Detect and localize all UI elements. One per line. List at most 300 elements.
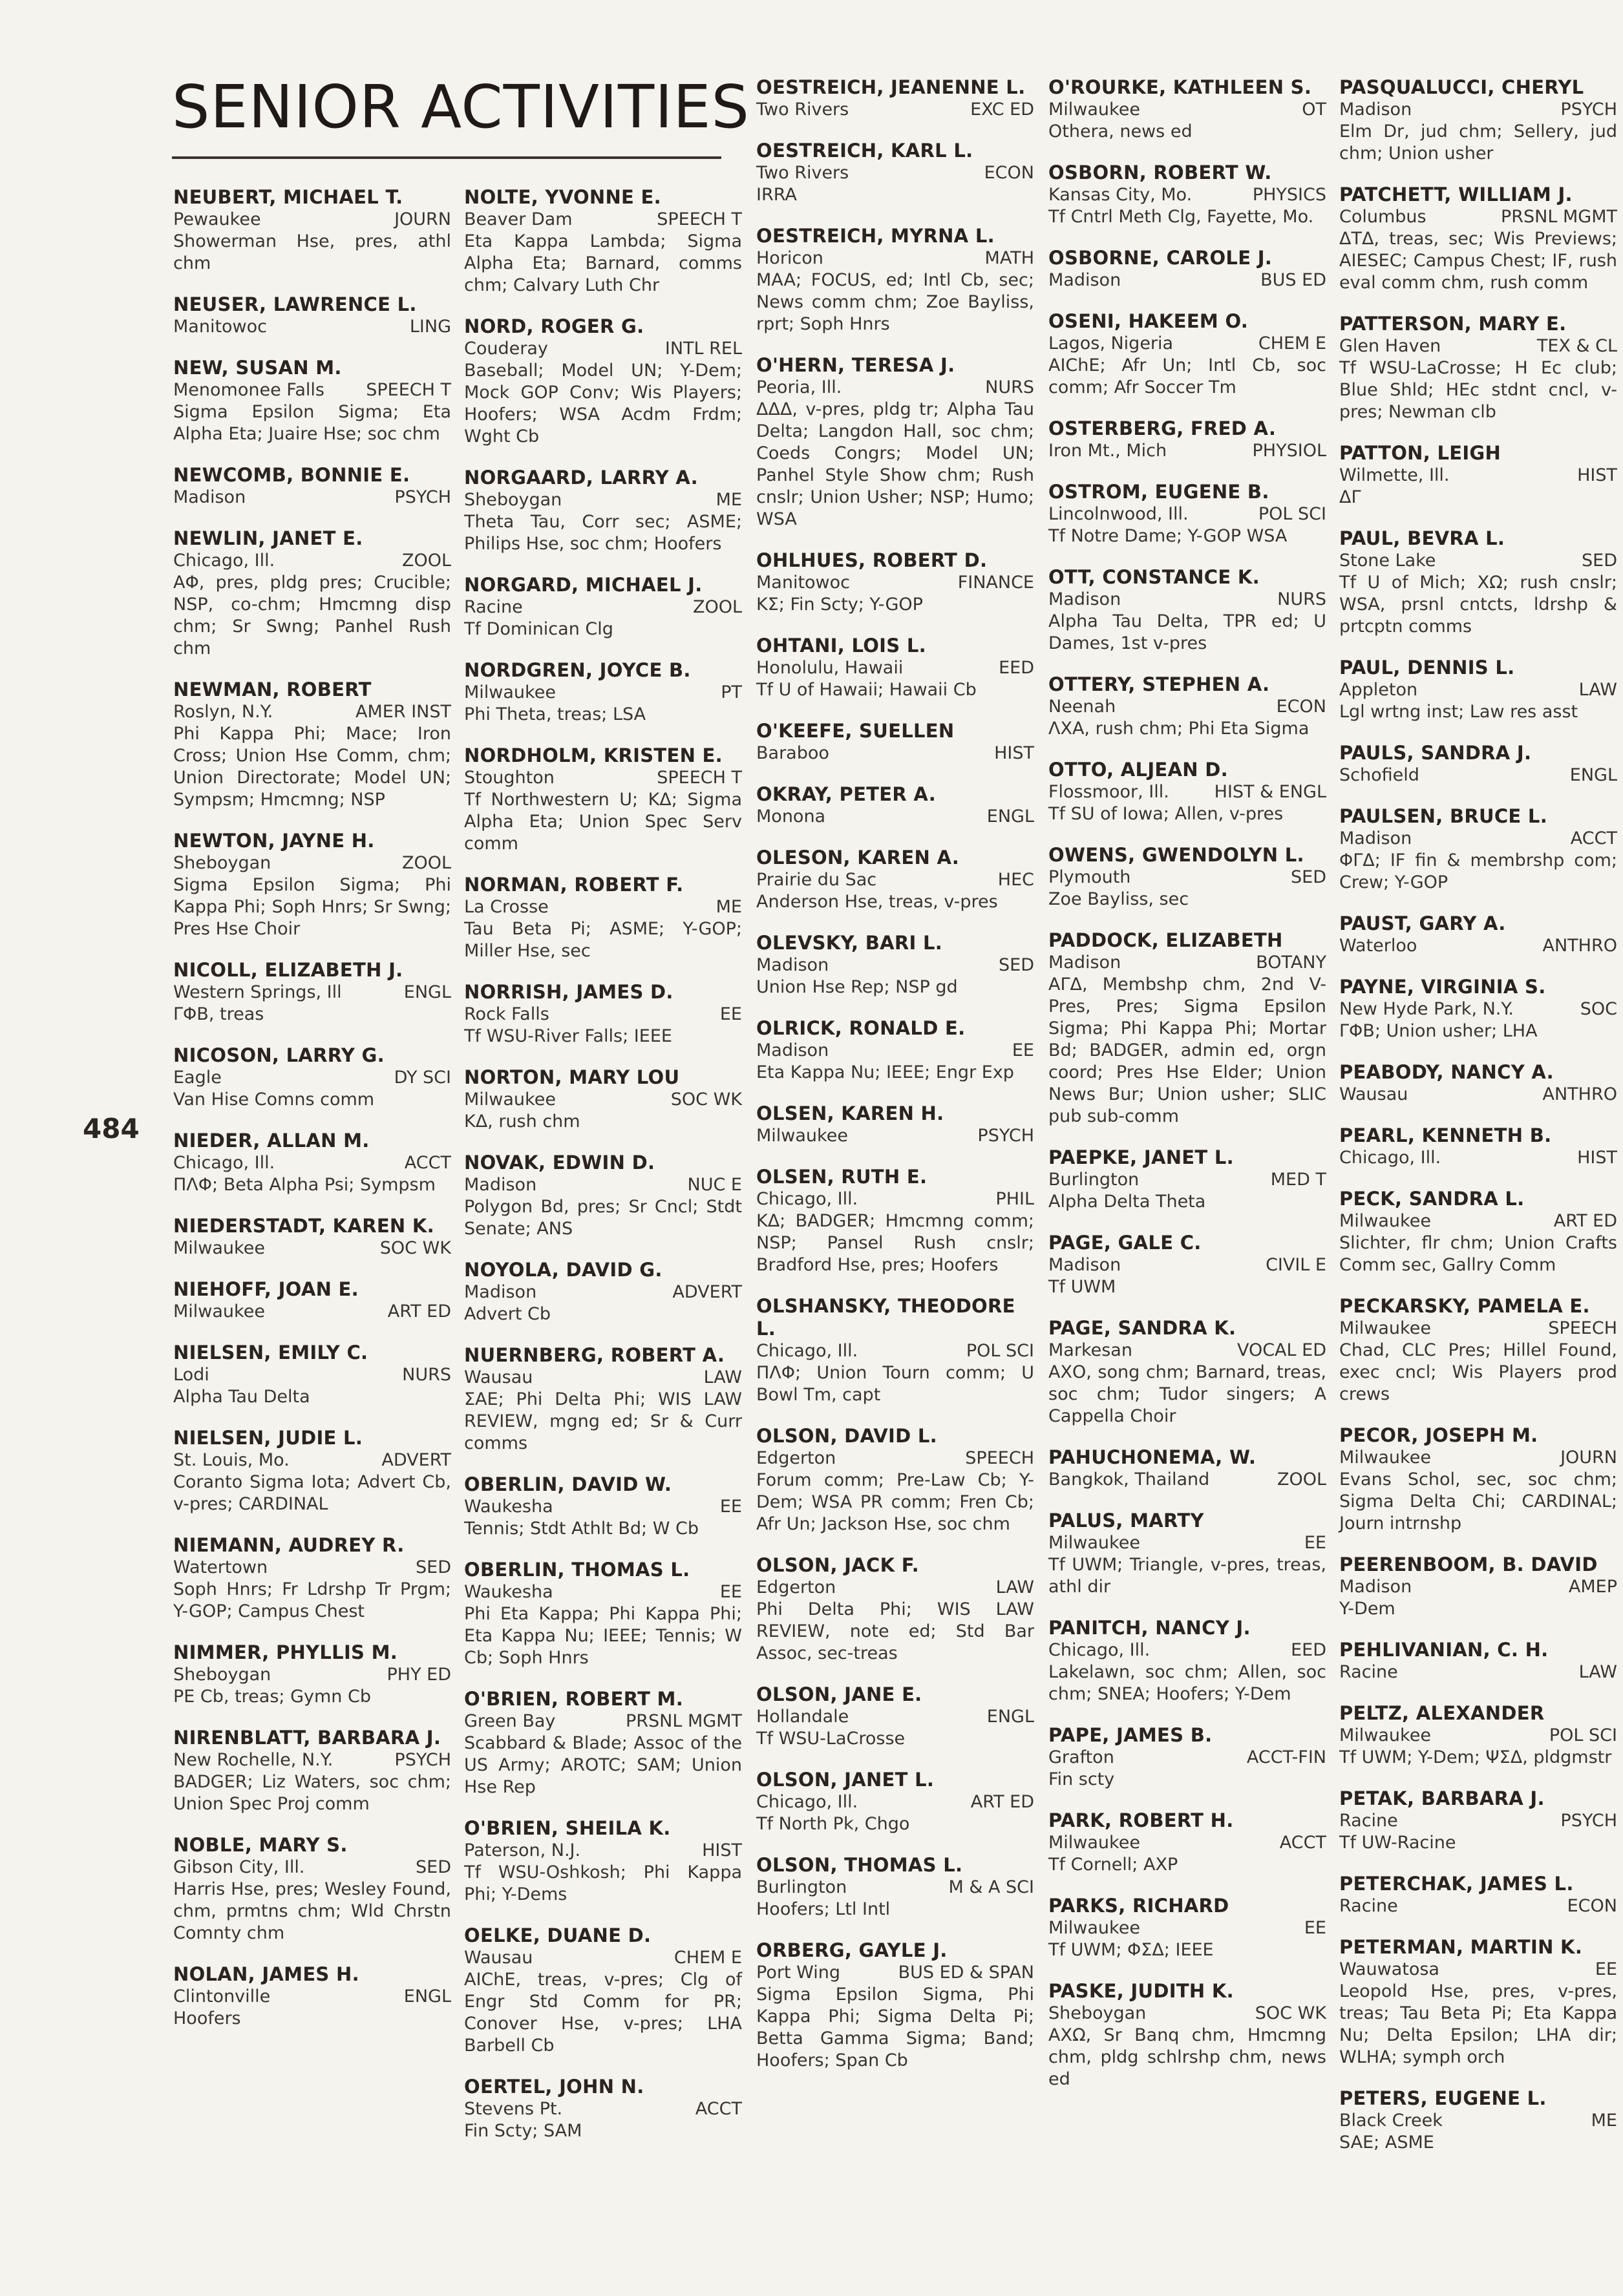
senior-entry (1339, 442, 1617, 509)
senior-name: OHLHUES, ROBERT D. (756, 549, 988, 571)
senior-name: PAGE, GALE C. (1048, 1232, 1202, 1254)
major: HIST (1577, 1148, 1617, 1168)
hometown-major-line (1339, 1576, 1617, 1598)
senior-name: OTTO, ALJEAN D. (1048, 759, 1228, 781)
major: PSYCH (1560, 100, 1617, 120)
activities: Tf UWM; ΦΣΔ; IEEE (1048, 1940, 1214, 1960)
activities: Tf WSU-Oshkosh; Phi Kappa Phi; Y-Dems (464, 1862, 742, 1904)
senior-name: OLSEN, KAREN H. (756, 1102, 944, 1124)
senior-entry (173, 1215, 451, 1259)
major: ZOOL (401, 551, 451, 571)
activities: ΚΔ, rush chm (464, 1111, 580, 1132)
hometown-major-line (173, 1986, 451, 2008)
senior-entry (464, 315, 742, 448)
hometown-major-line (1339, 1318, 1617, 1340)
hometown: St. Louis, Mo. (173, 1450, 290, 1470)
major: ME (1591, 2111, 1617, 2131)
activities: Leopold Hse, pres, v-pres, treas; Tau Beta Pi; Eta Kappa Nu; Delta Epsilon; LHA dir; WLHA; symph orch (1339, 1981, 1617, 2067)
hometown: Wausau (1339, 1084, 1408, 1104)
hometown: Two Rivers (756, 100, 849, 120)
activities: ΔΓ (1339, 487, 1361, 507)
senior-name: NOLAN, JAMES H. (173, 1963, 359, 1985)
senior-name: PANITCH, NANCY J. (1048, 1617, 1251, 1639)
major: SED (999, 955, 1034, 975)
senior-entry (1339, 1873, 1617, 1917)
activities: Tf Cornell; ΑΧΡ (1048, 1855, 1178, 1875)
hometown-major-line (756, 743, 1034, 764)
hometown: Paterson, N.J. (464, 1840, 581, 1860)
senior-name: NIELSEN, EMILY C. (173, 1342, 368, 1364)
activities: Phi Delta Phi; WIS LAW REVIEW, note ed; Std Bar Assoc, sec-treas (756, 1599, 1034, 1663)
hometown-major-line (173, 1364, 451, 1386)
activities: Tf WSU-LaCrosse (756, 1729, 906, 1749)
hometown: Hollandale (756, 1707, 849, 1727)
page-number: 484 (83, 1113, 140, 1144)
activities: Tf UWM; Triangle, v-pres, treas, athl dir (1048, 1555, 1326, 1597)
senior-name: OSBORN, ROBERT W. (1048, 162, 1272, 184)
hometown: Waterloo (1339, 936, 1417, 956)
senior-entry (1339, 1295, 1617, 1406)
major: EED (999, 658, 1034, 678)
hometown: Madison (1048, 589, 1121, 609)
hometown: Gibson City, Ill. (173, 1857, 305, 1877)
entries-column-2 (464, 186, 742, 2161)
activities: ΚΔ; BADGER; Hmcmng comm; NSP; Pansel Rush cnslr; Bradford Hse, pres; Hoofers (756, 1211, 1034, 1275)
senior-name: PECOR, JOSEPH M. (1339, 1424, 1538, 1446)
senior-name: NEUSER, LAWRENCE L. (173, 293, 417, 315)
senior-entry (1048, 566, 1326, 655)
hometown-major-line (464, 1496, 742, 1518)
hometown: Menomonee Falls (173, 380, 324, 400)
senior-entry (173, 1641, 451, 1708)
senior-name: OELKE, DUANE D. (464, 1924, 652, 1946)
activities: MAA; FOCUS, ed; Intl Cb, sec; News comm chm; Zoe Bayliss, rprt; Soph Hnrs (756, 270, 1034, 334)
hometown-major-line (1048, 1169, 1326, 1191)
hometown-major-line (1048, 952, 1326, 974)
hometown-major-line (1048, 1639, 1326, 1661)
activities: Tau Beta Pi; ASME; Y-GOP; Miller Hse, sec (464, 919, 742, 961)
hometown: Grafton (1048, 1747, 1114, 1767)
major: ENGL (986, 806, 1034, 827)
senior-entry (464, 2076, 742, 2142)
activities: ΣΑΕ; Phi Delta Phi; WIS LAW REVIEW, mgng ed; Sr & Curr comms (464, 1389, 742, 1453)
senior-entry (173, 830, 451, 940)
major: ZOOL (1277, 1469, 1326, 1490)
senior-entry (464, 186, 742, 297)
senior-entry (756, 1425, 1034, 1535)
senior-entry (1339, 313, 1617, 423)
hometown: Wilmette, Ill. (1339, 465, 1450, 485)
hometown: Manitowoc (173, 317, 268, 337)
hometown-major-line (173, 982, 451, 1004)
senior-entry (1048, 481, 1326, 547)
senior-name: NIEDER, ALLAN M. (173, 1130, 370, 1152)
major: SPEECH (1548, 1318, 1617, 1338)
senior-entry (464, 1688, 742, 1798)
senior-entry (464, 1344, 742, 1455)
activities: Anderson Hse, treas, v-pres (756, 892, 998, 912)
hometown-major-line (756, 869, 1034, 891)
activities: Tf Cntrl Meth Clg, Fayette, Mo. (1048, 207, 1314, 227)
senior-entry (1048, 247, 1326, 291)
activities: PE Cb, treas; Gymn Cb (173, 1687, 371, 1707)
major: PSYCH (977, 1126, 1034, 1146)
senior-entry (756, 1554, 1034, 1665)
activities: Eta Kappa Lambda; Sigma Alpha Eta; Barnard, comms chm; Calvary Luth Chr (464, 231, 742, 295)
senior-name: NICOLL, ELIZABETH J. (173, 959, 403, 981)
major: INTL REL (664, 339, 742, 359)
hometown-major-line (1339, 764, 1617, 786)
senior-entry (464, 467, 742, 555)
hometown-major-line (173, 209, 451, 231)
hometown: Madison (1048, 270, 1121, 290)
senior-entry (1048, 1317, 1326, 1427)
activities: ΛΧΑ, rush chm; Phi Eta Sigma (1048, 719, 1310, 739)
major: EXC ED (970, 100, 1034, 120)
hometown-major-line (1339, 1895, 1617, 1917)
hometown: New Hyde Park, N.Y. (1339, 999, 1514, 1019)
major: OT (1302, 100, 1326, 120)
hometown: Peoria, Ill. (756, 377, 842, 397)
hometown-major-line (464, 1004, 742, 1026)
hometown: Madison (1339, 828, 1412, 848)
senior-name: NORGAARD, LARRY A. (464, 467, 698, 489)
hometown-major-line (756, 657, 1034, 679)
senior-entry (1048, 1617, 1326, 1705)
senior-name: OLSON, THOMAS L. (756, 1854, 963, 1876)
hometown: Stevens Pt. (464, 2099, 563, 2119)
hometown: Racine (1339, 1896, 1398, 1916)
hometown: Prairie du Sac (756, 870, 877, 890)
major: POL SCI (966, 1341, 1034, 1361)
major: TEX & CL (1536, 336, 1617, 356)
major: ART ED (1553, 1211, 1617, 1231)
senior-name: OESTREICH, MYRNA L. (756, 225, 995, 247)
senior-name: NEUBERT, MICHAEL T. (173, 186, 403, 208)
senior-entry (1339, 1702, 1617, 1769)
hometown: Wausau (464, 1367, 533, 1387)
senior-entry (1048, 844, 1326, 911)
senior-entry (1048, 1232, 1326, 1298)
major: POL SCI (1549, 1725, 1617, 1745)
major: CHEM E (674, 1948, 742, 1968)
hometown: Wausau (464, 1948, 533, 1968)
activities: Soph Hnrs; Fr Ldrshp Tr Prgm; Y-GOP; Campus Chest (173, 1579, 451, 1621)
hometown-major-line (1339, 828, 1617, 850)
hometown: Edgerton (756, 1448, 836, 1468)
hometown: Milwaukee (1339, 1448, 1431, 1468)
major: POL SCI (1258, 504, 1326, 524)
senior-entry (464, 1924, 742, 2057)
activities: Tf U of Mich; ΧΩ; rush cnslr; WSA, prsnl cntcts, ldrshp & prtcptn comms (1339, 573, 1617, 637)
senior-name: PAEPKE, JANET L. (1048, 1146, 1234, 1168)
major: EE (1012, 1040, 1034, 1060)
activities: BADGER; Liz Waters, soc chm; Union Spec Proj comm (173, 1772, 451, 1814)
senior-name: NICOSON, LARRY G. (173, 1044, 385, 1066)
senior-entry (1339, 742, 1617, 786)
senior-name: NEWTON, JAYNE H. (173, 830, 375, 852)
major: LAW (1578, 680, 1617, 700)
entries-column-4 (1048, 76, 1326, 2109)
hometown-major-line (756, 572, 1034, 594)
senior-name: PETAK, BARBARA J. (1339, 1787, 1545, 1809)
hometown-major-line (464, 1367, 742, 1389)
senior-name: OLSON, JANE E. (756, 1683, 922, 1705)
activities: ΑΓΔ, Membshp chm, 2nd V-Pres, Pres; Sigma Epsilon Sigma; Phi Kappa Phi; Mortar Bd; BADGER, admin ed, orgn coord; Pres Hse Elder; Union News Bur; Union usher; SLIC pub sub-comm (1048, 974, 1326, 1126)
activities: ΑΦ, pres, pldg pres; Crucible; NSP, co-chm; Hmcmng disp chm; Sr Swng; Panhel Rush chm (173, 573, 451, 658)
major: PT (721, 682, 742, 702)
senior-entry (173, 1278, 451, 1323)
activities: Fin Scty; SAM (464, 2121, 582, 2141)
hometown: Sheboygan (173, 853, 271, 873)
hometown-major-line (1048, 2003, 1326, 2025)
activities: Tennis; Stdt Athlt Bd; W Cb (464, 1519, 699, 1539)
hometown: Bangkok, Thailand (1048, 1469, 1210, 1490)
senior-name: PEABODY, NANCY A. (1339, 1061, 1554, 1083)
hometown-major-line (1048, 1254, 1326, 1276)
major: SOC (1580, 999, 1617, 1019)
activities: Tf UW-Racine (1339, 1833, 1456, 1853)
activities: AIChE, treas, v-pres; Clg of Engr Std Comm for PR; Conover Hse, v-pres; LHA Barbell Cb (464, 1970, 742, 2056)
hometown: Burlington (1048, 1170, 1140, 1190)
hometown: Milwaukee (464, 682, 556, 702)
senior-entry (173, 186, 451, 275)
hometown: Edgerton (756, 1577, 836, 1597)
major: EE (719, 1004, 742, 1024)
hometown: Lodi (173, 1365, 209, 1385)
activities: Polygon Bd, pres; Sr Cncl; Stdt Senate; ANS (464, 1197, 742, 1239)
senior-name: PELTZ, ALEXANDER (1339, 1702, 1545, 1724)
hometown-major-line (173, 1557, 451, 1579)
hometown-major-line (756, 1448, 1034, 1469)
major: SOC WK (379, 1238, 451, 1258)
major: PHIL (995, 1189, 1034, 1209)
senior-entry (173, 679, 451, 811)
senior-entry (1048, 929, 1326, 1128)
activities: ΠΛΦ; Beta Alpha Psi; Sympsm (173, 1175, 436, 1195)
senior-name: PETERS, EUGENE L. (1339, 2087, 1547, 2109)
hometown-major-line (464, 1089, 742, 1111)
senior-entry (1048, 1510, 1326, 1598)
major: EED (1291, 1640, 1326, 1660)
senior-entry (1048, 76, 1326, 143)
senior-entry (756, 1939, 1034, 2072)
hometown: Madison (1339, 100, 1412, 120)
senior-entry (173, 1534, 451, 1623)
senior-entry (1048, 1146, 1326, 1213)
senior-name: OERTEL, JOHN N. (464, 2076, 644, 2098)
senior-name: OLRICK, RONALD E. (756, 1017, 966, 1039)
hometown-major-line (756, 954, 1034, 976)
major: SED (416, 1857, 451, 1877)
senior-name: NUERNBERG, ROBERT A. (464, 1344, 725, 1366)
senior-entry (173, 1727, 451, 1815)
major: PHY ED (387, 1665, 451, 1685)
activities: Alpha Delta Theta (1048, 1192, 1206, 1212)
hometown-major-line (173, 379, 451, 401)
hometown-major-line (464, 767, 742, 789)
hometown: Schofield (1339, 765, 1419, 785)
activities: ΔΔΔ, v-pres, pldg tr; Alpha Tau Delta; Langdon Hall, soc chm; Coeds Congrs; Model UN; Panhel Style Show chm; Rush cnslr; Union Usher; NSP; Humo; WSA (756, 399, 1034, 529)
hometown: Rock Falls (464, 1004, 549, 1024)
activities: Y-Dem (1339, 1599, 1395, 1619)
hometown-major-line (464, 489, 742, 511)
hometown-major-line (756, 1340, 1034, 1362)
hometown: Madison (1048, 1255, 1121, 1275)
hometown: Two Rivers (756, 163, 849, 183)
activities: Showerman Hse, pres, athl chm (173, 231, 451, 273)
senior-entry (173, 527, 451, 660)
activities: Tf UWM (1048, 1277, 1116, 1297)
hometown: Milwaukee (173, 1301, 265, 1322)
senior-entry (1339, 976, 1617, 1042)
senior-name: NOBLE, MARY S. (173, 1834, 348, 1856)
activities: Chad, CLC Pres; Hillel Found, exec cncl; Wis Players prod crews (1339, 1340, 1617, 1404)
senior-name: NORMAN, ROBERT F. (464, 874, 684, 896)
hometown: Waukesha (464, 1582, 553, 1602)
hometown-major-line (173, 1664, 451, 1686)
senior-entry (173, 1130, 451, 1196)
activities: SAE; ASME (1339, 2133, 1434, 2153)
hometown: Milwaukee (1339, 1318, 1431, 1338)
hometown-major-line (464, 896, 742, 918)
senior-entry (1048, 1895, 1326, 1961)
hometown: Chicago, Ill. (1339, 1148, 1441, 1168)
hometown-major-line (464, 1174, 742, 1196)
major: EE (719, 1582, 742, 1602)
major: LAW (1578, 1662, 1617, 1682)
hometown: Burlington (756, 1877, 847, 1897)
senior-name: PAULS, SANDRA J. (1339, 742, 1532, 764)
major: JOURN (394, 209, 451, 229)
major: VOCAL ED (1236, 1340, 1326, 1360)
activities: Othera, news ed (1048, 121, 1193, 142)
senior-name: PADDOCK, ELIZABETH (1048, 929, 1283, 951)
senior-entry (1339, 1639, 1617, 1683)
senior-name: NORRISH, JAMES D. (464, 981, 674, 1003)
hometown: Racine (1339, 1662, 1398, 1682)
activities: Tf UWM; Y-Dem; ΨΣΔ, pldgmstr (1339, 1747, 1612, 1767)
major: ECON (1567, 1896, 1617, 1916)
major: PSYCH (394, 487, 451, 507)
senior-name: NORD, ROGER G. (464, 315, 644, 337)
hometown: Madison (464, 1282, 537, 1302)
hometown-major-line (1339, 1147, 1617, 1169)
hometown-major-line (173, 1238, 451, 1259)
hometown: Milwaukee (173, 1238, 265, 1258)
senior-entry (756, 1017, 1034, 1084)
major: SPEECH T (366, 380, 451, 400)
major: ACCT (695, 2099, 742, 2119)
activities: Tf SU of Iowa; Allen, v-pres (1048, 804, 1284, 824)
hometown-major-line (1339, 550, 1617, 572)
hometown: Wauwatosa (1339, 1959, 1439, 1979)
hometown: Milwaukee (756, 1126, 848, 1146)
hometown: Lagos, Nigeria (1048, 333, 1174, 353)
senior-entry (173, 1834, 451, 1944)
senior-entry (464, 1259, 742, 1325)
hometown-major-line (173, 1749, 451, 1771)
hometown-major-line (756, 1706, 1034, 1728)
activities: ΠΛΦ; Union Tourn comm; U Bowl Tm, capt (756, 1363, 1034, 1405)
senior-entry (1339, 1188, 1617, 1276)
hometown: Racine (464, 597, 523, 617)
hometown: Chicago, Ill. (756, 1792, 858, 1812)
hometown: Chicago, Ill. (756, 1189, 858, 1209)
hometown-major-line (1339, 335, 1617, 357)
senior-name: NEW, SUSAN M. (173, 357, 342, 379)
major: CHEM E (1258, 333, 1326, 353)
senior-name: ORBERG, GAYLE J. (756, 1939, 948, 1961)
activities: Hoofers (173, 2008, 241, 2028)
major: M & A SCI (948, 1877, 1034, 1897)
major: SED (1291, 867, 1326, 887)
hometown-major-line (756, 1188, 1034, 1210)
senior-entry (1048, 759, 1326, 825)
activities: IRRA (756, 185, 797, 205)
major: CIVIL E (1266, 1255, 1326, 1275)
senior-entry (1048, 417, 1326, 462)
senior-name: PASKE, JUDITH K. (1048, 1980, 1234, 2002)
entries-column-1 (173, 186, 451, 2048)
major: LAW (995, 1577, 1034, 1597)
senior-name: O'BRIEN, ROBERT M. (464, 1688, 684, 1710)
senior-name: OWENS, GWENDOLYN L. (1048, 844, 1304, 866)
major: ACCT (404, 1153, 451, 1173)
hometown: Kansas City, Mo. (1048, 185, 1193, 205)
major: NURS (1277, 589, 1326, 609)
hometown: Racine (1339, 1811, 1398, 1831)
hometown-major-line (1048, 781, 1326, 803)
major: BUS ED & SPAN (898, 1963, 1034, 1983)
hometown: Milwaukee (1339, 1725, 1431, 1745)
senior-name: O'ROURKE, KATHLEEN S. (1048, 76, 1312, 98)
activities: Tf Dominican Clg (464, 619, 613, 639)
hometown: Sheboygan (173, 1665, 271, 1685)
activities: Phi Kappa Phi; Mace; Iron Cross; Union Hse Comm, chm; Union Directorate; Model UN; Sympsm; Hmcmng; NSP (173, 724, 451, 810)
senior-entry (1339, 184, 1617, 294)
hometown-major-line (173, 1857, 451, 1879)
hometown: Madison (756, 1040, 829, 1060)
hometown-major-line (173, 701, 451, 723)
senior-entry (756, 720, 1034, 764)
major: SPEECH (965, 1448, 1034, 1468)
hometown-major-line (173, 487, 451, 509)
hometown: Stone Lake (1339, 551, 1436, 571)
major: ACCT (1570, 828, 1617, 848)
senior-name: PARKS, RICHARD (1048, 1895, 1229, 1917)
major: NURS (985, 377, 1034, 397)
major: ENGL (986, 1707, 1034, 1727)
senior-name: PEERENBOOM, B. DAVID (1339, 1553, 1598, 1575)
major: ANTHRO (1542, 1084, 1617, 1104)
hometown-major-line (1048, 696, 1326, 718)
senior-entry (756, 635, 1034, 701)
senior-entry (173, 1963, 451, 2030)
senior-entry (173, 1044, 451, 1111)
senior-name: OSBORNE, CAROLE J. (1048, 247, 1273, 269)
senior-name: O'HERN, TERESA J. (756, 354, 955, 376)
senior-name: PARK, ROBERT H. (1048, 1809, 1234, 1831)
major: AMEP (1568, 1577, 1617, 1597)
senior-name: PETERCHAK, JAMES L. (1339, 1873, 1574, 1895)
senior-name: O'KEEFE, SUELLEN (756, 720, 955, 742)
hometown: Chicago, Ill. (173, 1153, 275, 1173)
hometown: Madison (1339, 1577, 1412, 1597)
senior-name: NEWMAN, ROBERT (173, 679, 372, 700)
major: ENGL (1569, 765, 1617, 785)
major: HIST (702, 1840, 742, 1860)
